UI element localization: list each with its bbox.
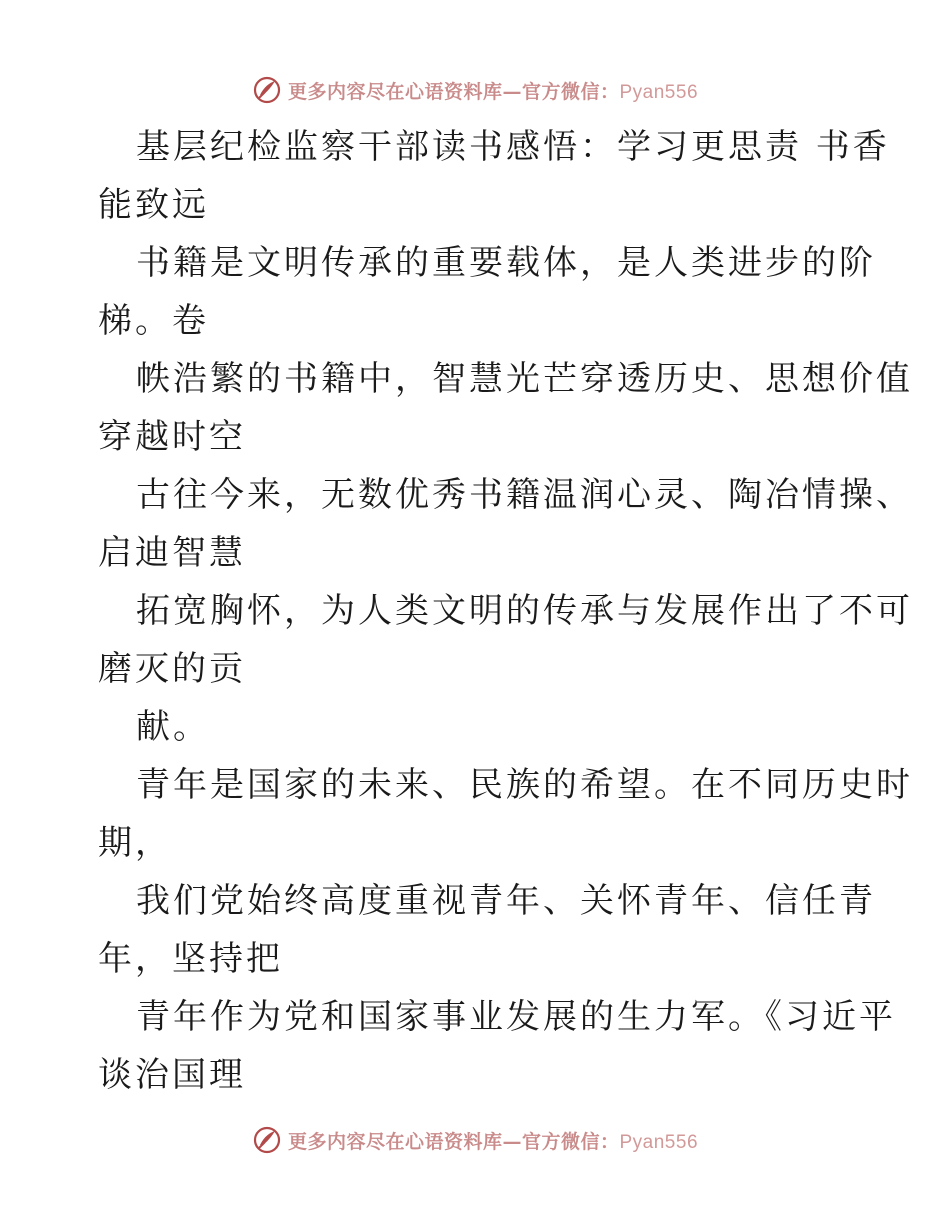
watermark-text: 更多内容尽在心语资料库—官方微信：Pyan556 (287, 1130, 699, 1153)
text-line: 青年是国家的未来、民族的希望。在不同历史时 (136, 765, 913, 805)
text-line: 献。 (136, 707, 210, 747)
footer-watermark (0, 1120, 950, 1160)
text-line: 书籍是文明传承的重要载体，是人类进步的阶 (136, 243, 876, 283)
text-line: 磨灭的贡 (98, 649, 246, 689)
text-line: 能致远 (98, 185, 209, 225)
quill-logo-icon (252, 1125, 282, 1155)
text-line: 梯。卷 (98, 301, 209, 341)
text-line: 基层纪检监察干部读书感悟：学习更思责 书香 (136, 127, 890, 167)
header-watermark (0, 70, 950, 110)
watermark-text: 更多内容尽在心语资料库—官方微信：Pyan556 (287, 80, 699, 103)
text-line: 古往今来，无数优秀书籍温润心灵、陶冶情操、 (136, 475, 913, 515)
text-line: 穿越时空 (98, 417, 246, 457)
text-line: 年，坚持把 (98, 939, 283, 979)
text-line: 我们党始终高度重视青年、关怀青年、信任青 (136, 881, 876, 921)
text-line: 青年作为党和国家事业发展的生力军。《习近平 (136, 997, 896, 1037)
text-line: 谈治国理 (98, 1055, 246, 1095)
text-line: 启迪智慧 (98, 533, 246, 573)
text-line: 期， (98, 823, 172, 863)
quill-logo-icon (252, 75, 282, 105)
text-line: 拓宽胸怀，为人类文明的传承与发展作出了不可 (136, 591, 913, 631)
text-line: 帙浩繁的书籍中，智慧光芒穿透历史、思想价值 (136, 359, 913, 399)
document-body (98, 118, 913, 1104)
